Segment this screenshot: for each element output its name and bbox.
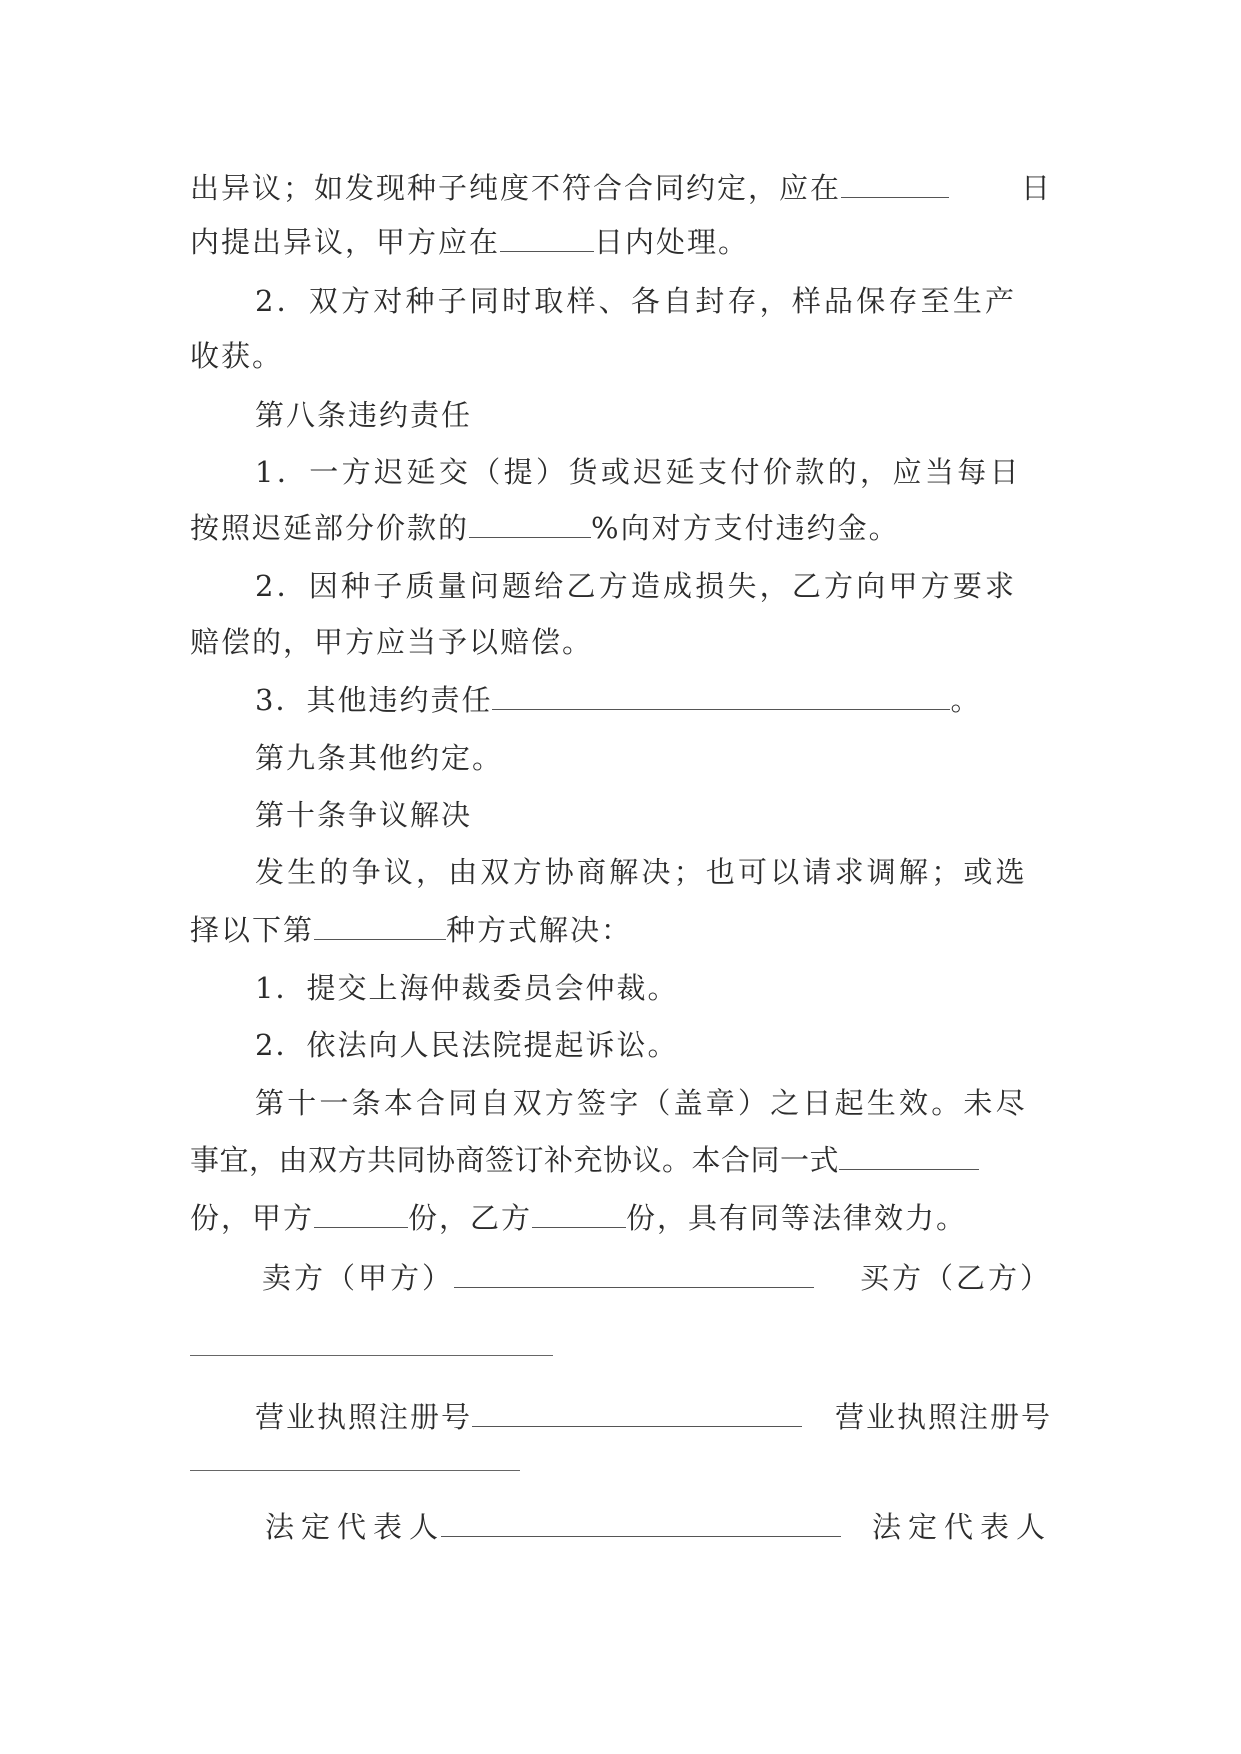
- text: 法定代表人: [265, 1510, 446, 1544]
- text: 营业执照注册号: [834, 1400, 1052, 1434]
- blank-underline: [190, 1355, 553, 1356]
- fill-in-blank: [532, 1201, 626, 1228]
- fill-in-blank: [314, 1201, 408, 1228]
- text: 法定代表人: [871, 1510, 1052, 1544]
- section-heading: 第八条违约责任: [255, 398, 473, 432]
- fill-in-blank: [472, 1400, 802, 1427]
- text: 卖方（甲方）: [262, 1261, 455, 1295]
- text: 份，甲方: [190, 1201, 315, 1235]
- signature-line-license: [255, 1397, 1052, 1437]
- paragraph-line: [190, 508, 1052, 548]
- text: 3．其他违约责任: [255, 683, 493, 717]
- paragraph-line: 1．提交上海仲裁委员会仲裁。: [255, 971, 679, 1005]
- text: 份，乙方: [408, 1201, 533, 1235]
- text: 内提出异议，甲方应在: [190, 225, 501, 259]
- paragraph-line: [255, 680, 1052, 720]
- paragraph-line: [190, 1140, 1052, 1180]
- text: 按照迟延部分价款的: [190, 511, 470, 545]
- fill-in-blank: [839, 1143, 979, 1170]
- paragraph-line: 收获。: [190, 339, 284, 373]
- fill-in-blank: [441, 1510, 841, 1537]
- text: 择以下第: [190, 913, 315, 947]
- fill-in-blank: [500, 225, 594, 252]
- fill-in-blank: [469, 511, 591, 538]
- paragraph-line: 2．双方对种子同时取样、各自封存，样品保存至生产: [255, 284, 1018, 318]
- fill-in-blank: [841, 171, 949, 198]
- paragraph-line: [190, 222, 1052, 262]
- text: 。: [950, 683, 982, 717]
- paragraph-line: 发生的争议，由双方协商解决；也可以请求调解；或选: [255, 855, 1028, 889]
- blank-underline: [190, 1470, 520, 1471]
- text: 种方式解决：: [446, 913, 633, 947]
- text: 事宜，由双方共同协商签订补充协议。本合同一式: [190, 1143, 840, 1177]
- text: 出异议；如发现种子纯度不符合合同约定，应在: [190, 171, 842, 205]
- text: %向对方支付违约金。: [591, 511, 900, 545]
- signature-line-seller-buyer: [262, 1258, 1052, 1298]
- text: 日内处理。: [594, 225, 750, 259]
- paragraph-line: 2．依法向人民法院提起诉讼。: [255, 1028, 679, 1062]
- paragraph-line: [190, 910, 1052, 950]
- text: 日: [1020, 171, 1052, 205]
- text: 份，具有同等法律效力。: [626, 1201, 968, 1235]
- paragraph-line: 赔偿的，甲方应当予以赔偿。: [190, 625, 594, 659]
- fill-in-blank: [314, 913, 446, 940]
- fill-in-blank: [492, 683, 950, 710]
- signature-line-representative: [265, 1507, 1052, 1547]
- section-heading: 第九条其他约定。: [255, 741, 504, 775]
- fill-in-blank: [454, 1261, 814, 1288]
- paragraph-line: 1．一方迟延交（提）货或迟延支付价款的，应当每日: [255, 455, 1023, 489]
- paragraph-line: 2．因种子质量问题给乙方造成损失，乙方向甲方要求: [255, 569, 1018, 603]
- section-heading: 第十条争议解决: [255, 798, 473, 832]
- paragraph-line: [190, 1198, 1052, 1238]
- paragraph-line: [190, 168, 1052, 208]
- text: 买方（乙方）: [859, 1261, 1052, 1295]
- text: 营业执照注册号: [255, 1400, 473, 1434]
- paragraph-line: 第十一条本合同自双方签字（盖章）之日起生效。未尽: [255, 1086, 1028, 1120]
